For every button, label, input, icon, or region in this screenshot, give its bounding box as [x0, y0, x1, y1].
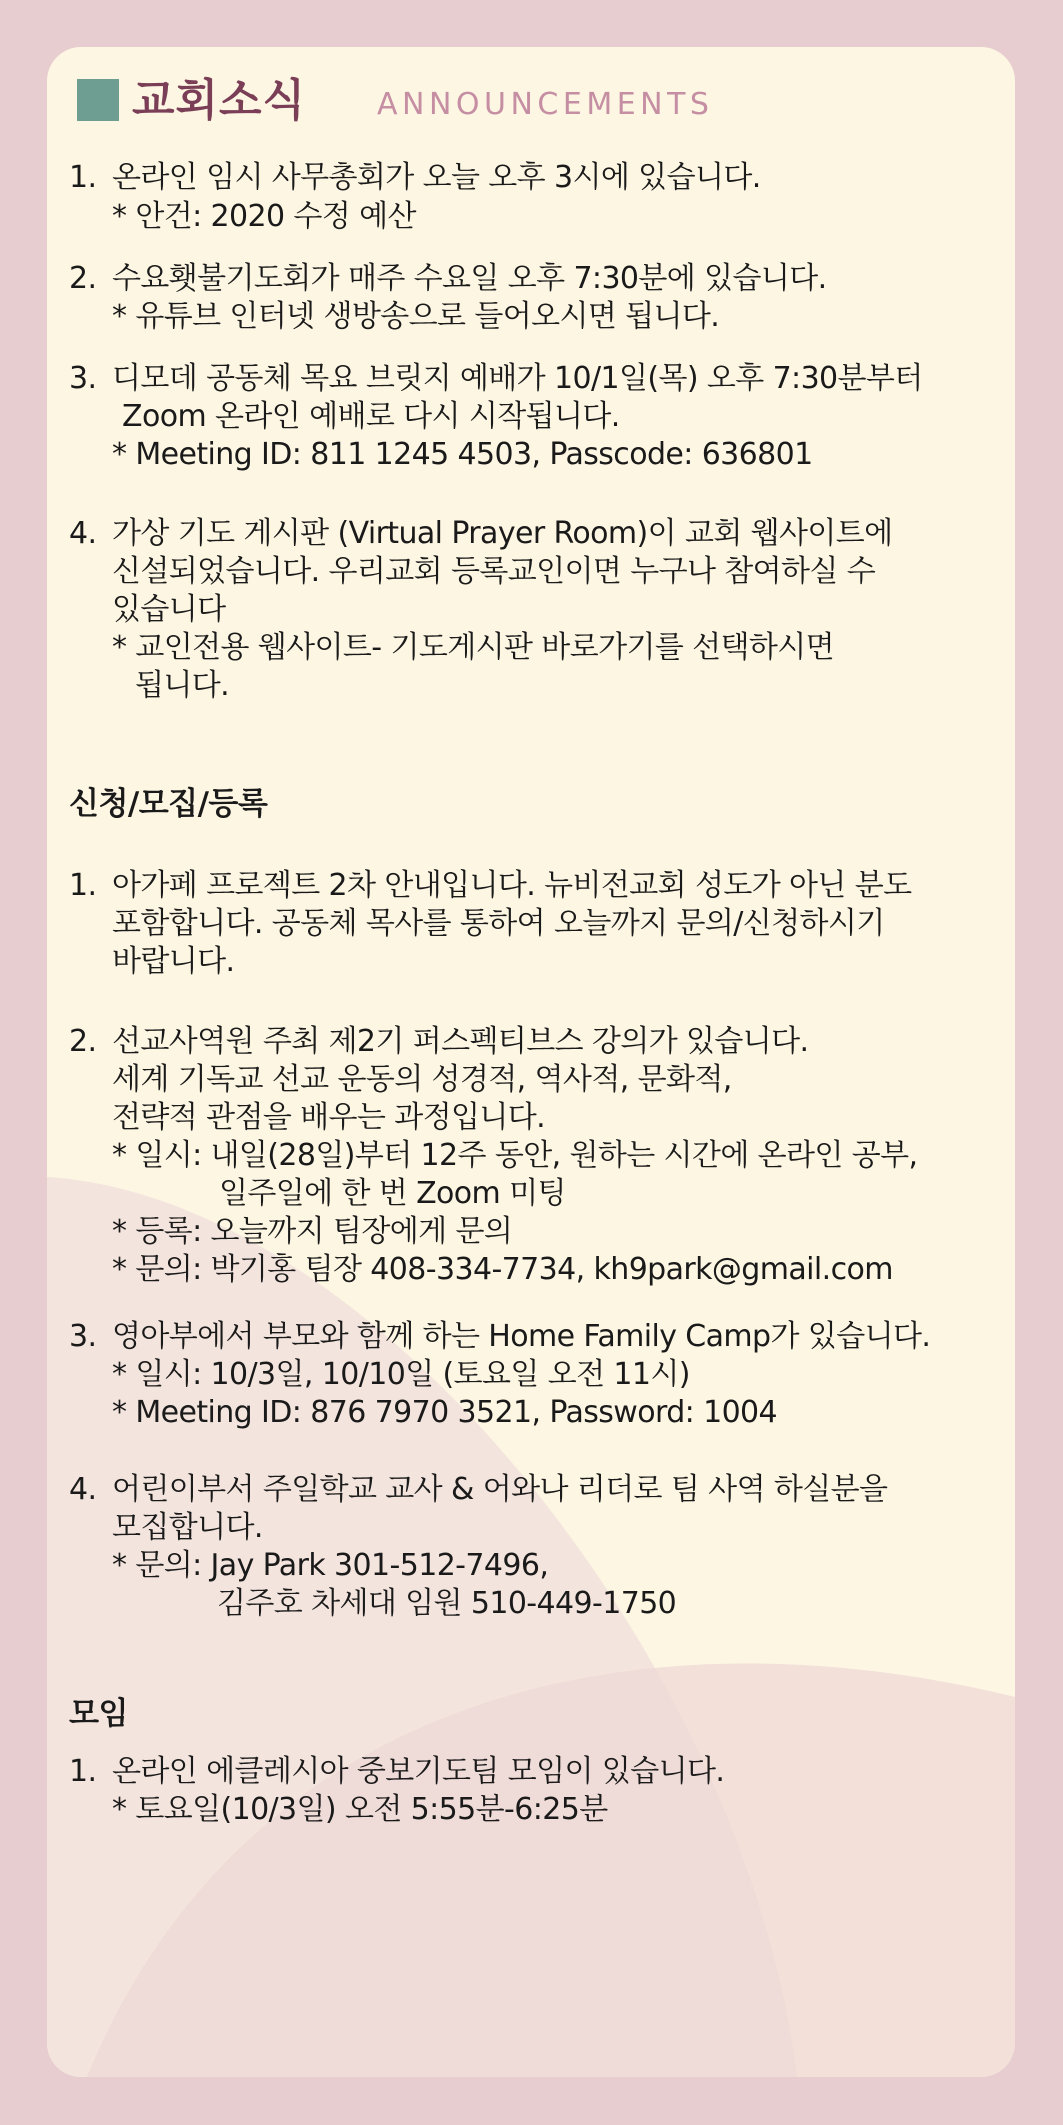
registration-line: 일주일에 한 번 Zoom 미팅: [219, 1176, 566, 1211]
announcement-line: 됩니다.: [135, 668, 230, 703]
announcement-line: 수요횃불기도회가 매주 수요일 오후 7:30분에 있습니다.: [112, 261, 827, 296]
registration-line: 전략적 관점을 배우는 과정입니다.: [112, 1100, 546, 1135]
registration-line: * 문의: 박기홍 팀장 408-334-7734, kh9park@gmail.com: [112, 1252, 893, 1287]
meeting-number: 1.: [69, 1754, 97, 1789]
registration-line: 김주호 차세대 임원 510-449-1750: [217, 1586, 677, 1621]
registration-number: 4.: [69, 1472, 97, 1507]
announcement-line: * 교인전용 웹사이트- 기도게시판 바로가기를 선택하시면: [112, 630, 835, 665]
registration-line: 영아부에서 부모와 함께 하는 Home Family Camp가 있습니다.: [112, 1319, 931, 1354]
registration-number: 2.: [69, 1024, 97, 1059]
registration-line: 모집합니다.: [112, 1510, 263, 1545]
announcement-card: [47, 47, 1015, 2077]
announcement-line: * 안건: 2020 수정 예산: [112, 199, 416, 234]
registration-number: 1.: [69, 868, 97, 903]
registration-line: 포함합니다. 공동체 목사를 통하여 오늘까지 문의/신청하시기: [112, 906, 885, 941]
registration-line: * 문의: Jay Park 301-512-7496,: [112, 1548, 549, 1583]
announcement-number: 3.: [69, 361, 97, 396]
registration-line: * 일시: 내일(28일)부터 12주 동안, 원하는 시간에 온라인 공부,: [112, 1138, 918, 1173]
announcement-number: 4.: [69, 516, 97, 551]
header-square-icon: [77, 79, 119, 121]
registration-line: 선교사역원 주최 제2기 퍼스펙티브스 강의가 있습니다.: [112, 1024, 809, 1059]
announcement-line: 디모데 공동체 목요 브릿지 예배가 10/1일(목) 오후 7:30분부터: [112, 361, 923, 396]
announcement-line: 온라인 임시 사무총회가 오늘 오후 3시에 있습니다.: [112, 160, 761, 195]
registration-line: * 일시: 10/3일, 10/10일 (토요일 오전 11시): [112, 1357, 690, 1392]
announcement-line: * Meeting ID: 811 1245 4503, Passcode: 636801: [112, 437, 813, 472]
registration-line: * 등록: 오늘까지 팀장에게 문의: [112, 1214, 513, 1249]
meetings-section-title: 모임: [69, 1696, 128, 1732]
registration-line: 세계 기독교 선교 운동의 성경적, 역사적, 문화적,: [112, 1062, 732, 1097]
registration-line: 어린이부서 주일학교 교사 & 어와나 리더로 팀 사역 하실분을: [112, 1472, 888, 1507]
header-title-english: ANNOUNCEMENTS: [377, 87, 714, 122]
meeting-line: 온라인 에클레시아 중보기도팀 모임이 있습니다.: [112, 1754, 725, 1789]
registration-section-title: 신청/모집/등록: [69, 786, 268, 822]
header-title-korean: 교회소식: [132, 75, 307, 126]
announcement-line: 신설되었습니다. 우리교회 등록교인이면 누구나 참여하실 수: [112, 554, 876, 589]
registration-line: 아가페 프로젝트 2차 안내입니다. 뉴비전교회 성도가 아닌 분도: [112, 868, 912, 903]
announcement-number: 1.: [69, 160, 97, 195]
registration-line: 바랍니다.: [112, 944, 235, 979]
registration-number: 3.: [69, 1319, 97, 1354]
announcement-line: * 유튜브 인터넷 생방송으로 들어오시면 됩니다.: [112, 299, 720, 334]
meeting-line: * 토요일(10/3일) 오전 5:55분-6:25분: [112, 1792, 608, 1827]
announcement-line: Zoom 온라인 예배로 다시 시작됩니다.: [122, 399, 620, 434]
announcement-number: 2.: [69, 261, 97, 296]
content-area: [47, 47, 1015, 2077]
registration-line: * Meeting ID: 876 7970 3521, Password: 1004: [112, 1395, 778, 1430]
announcement-line: 가상 기도 게시판 (Virtual Prayer Room)이 교회 웹사이트에: [112, 516, 893, 551]
announcement-line: 있습니다: [112, 592, 226, 627]
